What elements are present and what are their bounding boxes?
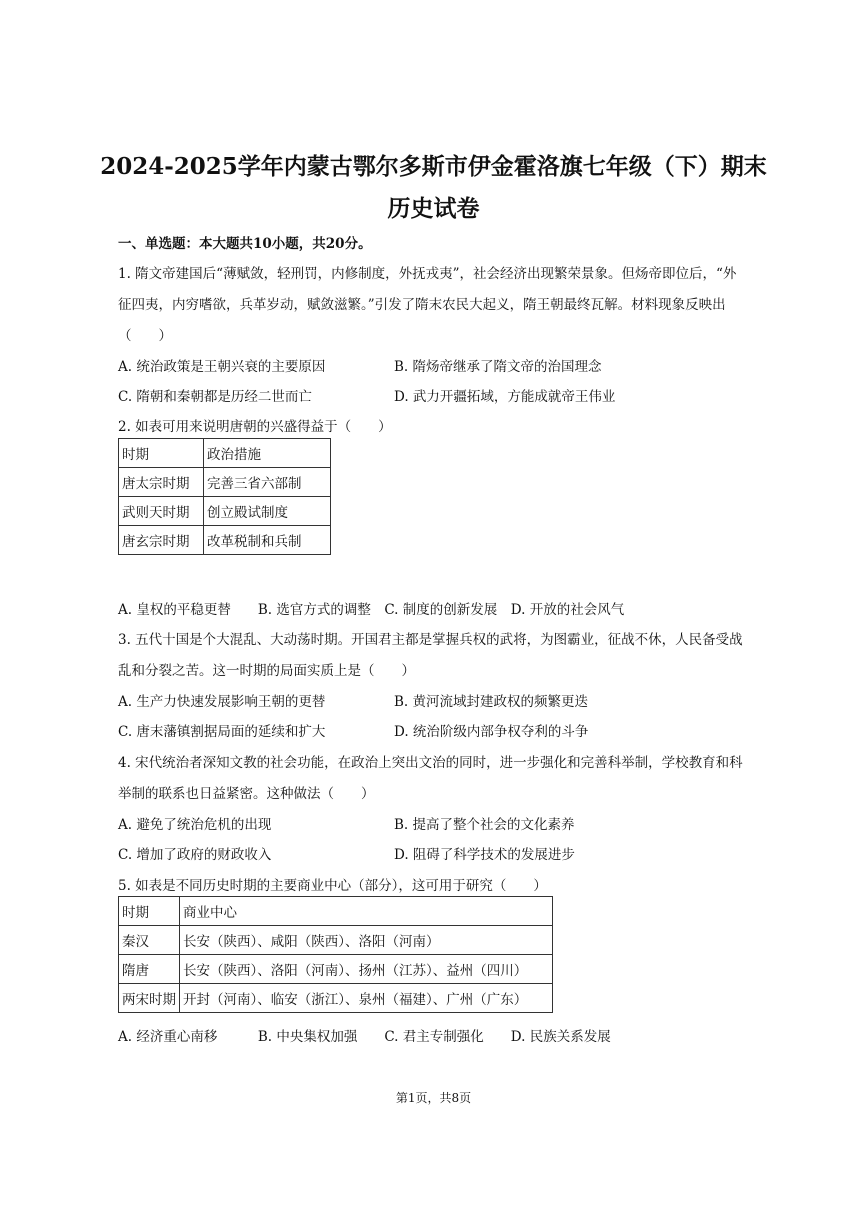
table-cell: 时期 — [119, 897, 180, 926]
q3-option-a: A. 生产力快速发展影响王朝的更替 — [118, 694, 326, 710]
q1-option-d: D. 武力开疆拓域，方能成就帝王伟业 — [394, 389, 616, 405]
table-row — [119, 468, 331, 497]
section-heading: 一、单选题：本大题共10小题，共20分。 — [118, 236, 372, 252]
table-cell: 武则天时期 — [119, 497, 204, 526]
table-cell: 时期 — [119, 439, 204, 468]
table-cell: 两宋时期 — [119, 984, 180, 1013]
table-row — [119, 955, 553, 984]
table-cell: 唐玄宗时期 — [119, 526, 204, 555]
q1-option-a: A. 统治政策是王朝兴衰的主要原因 — [118, 359, 326, 375]
table-cell: 改革税制和兵制 — [204, 526, 331, 555]
q3-option-b: B. 黄河流域封建政权的频繁更迭 — [394, 694, 589, 710]
q4-option-a: A. 避免了统治危机的出现 — [118, 817, 272, 833]
q1-option-b: B. 隋炀帝继承了隋文帝的治国理念 — [394, 359, 602, 375]
table-cell: 长安（陕西）、咸阳（陕西）、洛阳（河南） — [180, 926, 553, 955]
q1-stem-line1: 1. 隋文帝建国后“薄赋敛，轻刑罚，内修制度，外抚戎夷”，社会经济出现繁荣景象。但炀帝即位后，“外 — [118, 266, 737, 282]
q5-table — [118, 896, 553, 1013]
table-cell: 秦汉 — [119, 926, 180, 955]
q4-stem-line1: 4. 宋代统治者深知文教的社会功能，在政治上突出文治的同时，进一步强化和完善科举制，学校教育和科 — [118, 755, 743, 771]
table-row — [119, 926, 553, 955]
exam-title-line2: 历史试卷 — [387, 195, 480, 222]
q2-options: A. 皇权的平稳更替 B. 选官方式的调整 C. 制度的创新发展 D. 开放的社会风气 — [118, 602, 625, 618]
q4-option-d: D. 阻碍了科学技术的发展进步 — [394, 847, 575, 863]
table-cell: 创立殿试制度 — [204, 497, 331, 526]
table-row — [119, 497, 331, 526]
q1-stem-line2: 征四夷，内穷嗜欲，兵革岁动，赋敛滋繁。”引发了隋末农民大起义，隋王朝最终瓦解。材料现象反映出 — [118, 297, 726, 313]
table-cell: 长安（陕西）、洛阳（河南）、扬州（江苏）、益州（四川） — [180, 955, 553, 984]
table-cell: 唐太宗时期 — [119, 468, 204, 497]
table-cell: 隋唐 — [119, 955, 180, 984]
q2-stem: 2. 如表可用来说明唐朝的兴盛得益于（ ） — [118, 419, 392, 435]
q4-stem-line2: 举制的联系也日益紧密。这种做法（ ） — [118, 786, 375, 802]
q3-stem-line1: 3. 五代十国是个大混乱、大动荡时期。开国君主都是掌握兵权的武将，为图霸业，征战不休，人民备受战 — [118, 632, 743, 648]
table-cell: 完善三省六部制 — [204, 468, 331, 497]
q3-option-c: C. 唐末藩镇割据局面的延续和扩大 — [118, 724, 326, 740]
exam-title-line1: 2024-2025学年内蒙古鄂尔多斯市伊金霍洛旗七年级（下）期末 — [100, 153, 767, 180]
table-cell: 开封（河南）、临安（浙江）、泉州（福建）、广州（广东） — [180, 984, 553, 1013]
page-footer: 第1页，共8页 — [395, 1091, 472, 1105]
q2-table — [118, 438, 331, 555]
table-row — [119, 984, 553, 1013]
q4-option-c: C. 增加了政府的财政收入 — [118, 847, 272, 863]
q5-options: A. 经济重心南移 B. 中央集权加强 C. 君主专制强化 D. 民族关系发展 — [118, 1029, 611, 1045]
q1-option-c: C. 隋朝和秦朝都是历经二世而亡 — [118, 389, 312, 405]
table-row — [119, 526, 331, 555]
table-cell: 商业中心 — [180, 897, 553, 926]
q3-stem-line2: 乱和分裂之苦。这一时期的局面实质上是（ ） — [118, 663, 415, 679]
q3-option-d: D. 统治阶级内部争权夺利的斗争 — [394, 724, 589, 740]
table-row — [119, 897, 553, 926]
q5-stem: 5. 如表是不同历史时期的主要商业中心（部分），这可用于研究（ ） — [118, 878, 547, 894]
q1-stem-line3: （ ） — [118, 328, 172, 344]
q4-option-b: B. 提高了整个社会的文化素养 — [394, 817, 575, 833]
table-row — [119, 439, 331, 468]
table-cell: 政治措施 — [204, 439, 331, 468]
